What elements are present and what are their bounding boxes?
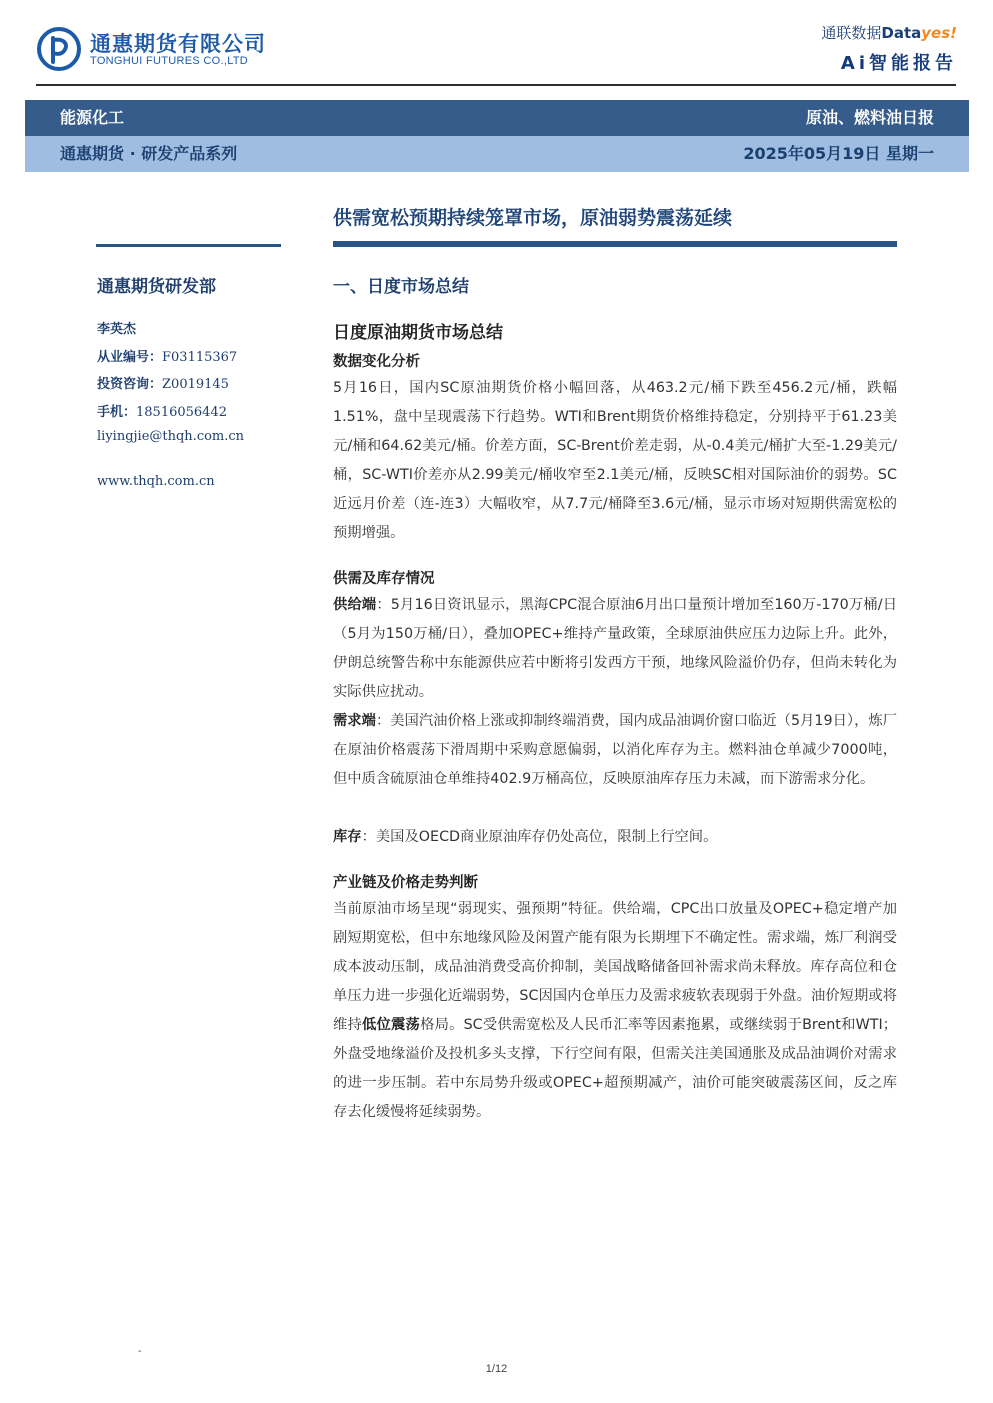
report-date: 2025年05月19日 星期一 <box>743 144 934 163</box>
phone-value: 18516056442 <box>136 405 227 420</box>
datayes-logo <box>807 22 957 72</box>
tonghui-logo-icon <box>36 26 82 72</box>
chain-bold: 低位震荡 <box>362 1017 421 1033</box>
license-row <box>97 346 237 365</box>
chain-text-2: 格局。SC受供需宽松及人民币汇率等因素拖累，或继续弱于Brent和WTI；外盘受地缘溢价及投机多头支撑，下行空间有限，但需关注美国通胀及成品油调价对需求的进一步压制。若中东局势升级或OPEC+超预期减产，油价可能突破震荡区间，反之库存去化缓慢将延续弱势。 <box>333 1017 898 1120</box>
datayes-prefix: 通联数据 <box>821 24 882 42</box>
consult-value: Z0019145 <box>162 377 229 392</box>
supply-paragraph <box>333 591 897 707</box>
stock-paragraph <box>333 823 897 852</box>
website-link[interactable]: www.thqh.com.cn <box>97 474 215 489</box>
datayes-wordmark <box>807 22 957 43</box>
series-band <box>25 136 969 172</box>
supply-text: ：5月16日资讯显示，黑海CPC混合原油6月出口量预计增加至160万-170万桶/日（5月为150万桶/日），叠加OPEC+维持产量政策，全球原油供应压力边际上升。此外，伊朗总统警告称中东能源供应若中断将引发西方干预，地缘风险溢价仍存，但尚未转化为实际供应扰动。 <box>333 597 897 700</box>
ai-report-label: Ai智能报告 <box>840 53 957 74</box>
license-label: 从业编号： <box>97 350 163 365</box>
department-name: 通惠期货研发部 <box>97 277 216 297</box>
demand-label: 需求端 <box>333 713 376 729</box>
author-name: 李英杰 <box>97 322 137 337</box>
sector-label: 能源化工 <box>60 108 125 127</box>
chain-text-1: 当前原油市场呈现“弱现实、强预期”特征。供给端，CPC出口放量及OPEC+稳定增产加剧短期宽松，但中东地缘风险及闲置产能有限为长期埋下不确定性。需求端，炼厂利润受成本波动压制，成品油消费受高价抑制，美国战略储备回补需求尚未释放。库存高位和仓单压力进一步强化近端弱势，SC因国内仓单压力及需求疲软表现弱于外盘。油价短期或将维持 <box>333 901 897 1033</box>
series-label: 通惠期货 · 研发产品系列 <box>60 144 238 163</box>
chain-paragraph <box>333 895 897 1127</box>
supply-demand-heading: 供需及库存情况 <box>333 571 435 587</box>
demand-paragraph <box>333 707 897 794</box>
consult-label: 投资咨询： <box>97 377 163 392</box>
header-divider <box>36 84 956 86</box>
phone-label: 手机： <box>97 405 137 420</box>
datayes-brand: Data <box>881 24 922 42</box>
demand-text: ：美国汽油价格上涨或抑制终端消费，国内成品油调价窗口临近（5月19日），炼厂在原油价格震荡下滑周期中采购意愿偏弱，以消化库存为主。燃料油仓单减少7000吨，但中质含硫原油仓单维持402.9万桶高位，反映原油库存压力未减，而下游需求分化。 <box>333 713 897 787</box>
title-divider <box>333 241 897 247</box>
supply-label: 供给端 <box>333 597 377 613</box>
section-heading: 一、日度市场总结 <box>333 277 469 297</box>
datayes-suffix: yes! <box>921 24 957 42</box>
data-analysis-paragraph: 5月16日，国内SC原油期货价格小幅回落，从463.2元/桶下跌至456.2元/桶，跌幅1.51%，盘中呈现震荡下行趋势。WTI和Brent期货价格维持稳定，分别持平于61.23美元/桶和64.62美元/桶。价差方面，SC-Brent价差走弱，从-0.4美元/桶扩大至-1.29美元/桶，SC-WTI价差亦从2.99美元/桶收窄至2.1美元/桶，反映SC相对国际油价的弱势。SC近远月价差（连-连3）大幅收窄，从7.7元/桶降至3.6元/桶，显示市场对短期供需宽松的预期增强。 <box>333 380 897 541</box>
company-name-cn: 通惠期货有限公司 <box>90 32 266 56</box>
stock-label: 库存 <box>333 829 362 845</box>
stock-text: ：美国及OECD商业原油库存仍处高位，限制上行空间。 <box>361 829 718 845</box>
subsection-heading: 日度原油期货市场总结 <box>333 323 503 343</box>
sidebar-divider <box>96 244 281 247</box>
phone-row <box>97 401 227 420</box>
footer-tick: - <box>138 1346 142 1357</box>
chain-heading: 产业链及价格走势判断 <box>333 875 478 891</box>
data-analysis-heading: 数据变化分析 <box>333 354 420 370</box>
consult-row <box>97 373 229 392</box>
page-number: 1/12 <box>485 1363 508 1375</box>
report-title: 供需宽松预期持续笼罩市场，原油弱势震荡延续 <box>333 207 733 229</box>
license-value: F03115367 <box>162 350 238 365</box>
company-logo <box>36 24 276 74</box>
category-band <box>25 100 969 136</box>
email-link[interactable]: liyingjie@thqh.com.cn <box>97 429 245 444</box>
company-name-en: TONGHUI FUTURES CO.,LTD <box>90 55 249 67</box>
report-type-label: 原油、燃料油日报 <box>805 108 934 127</box>
